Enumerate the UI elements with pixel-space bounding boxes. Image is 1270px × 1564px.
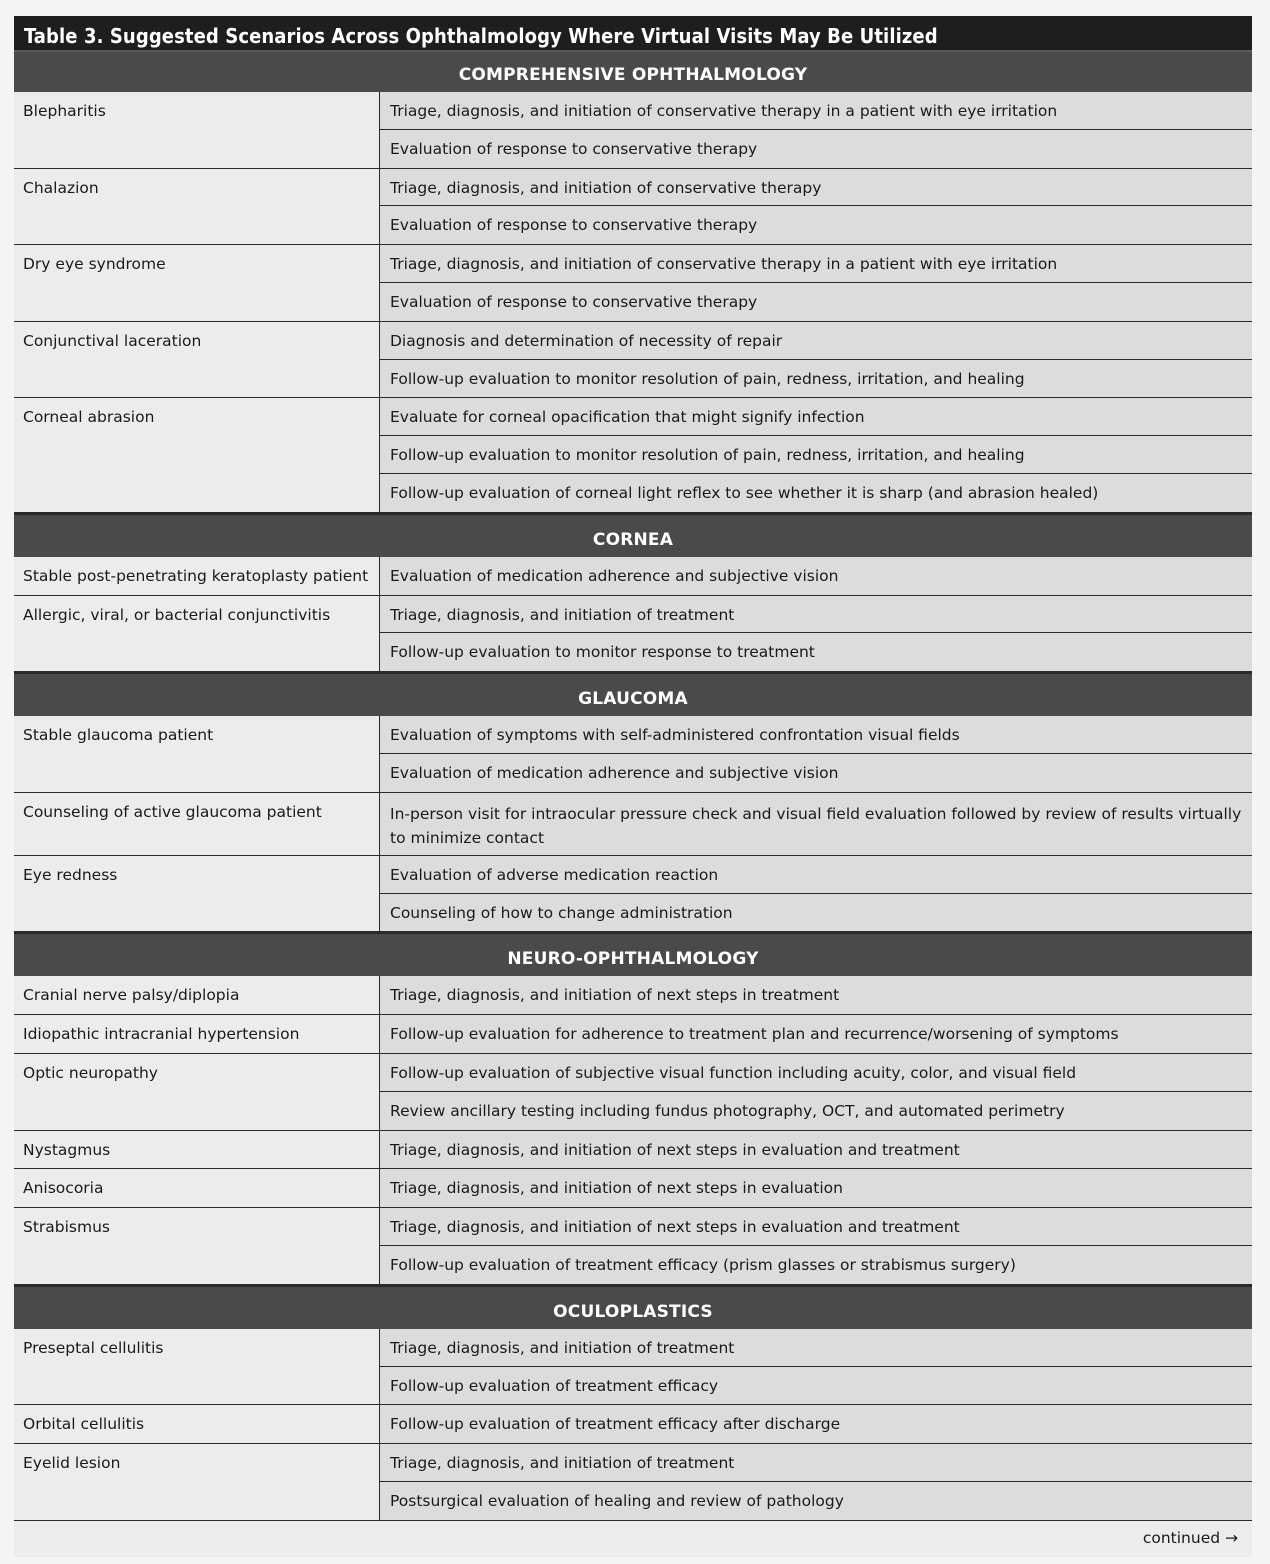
scenario-cell: Follow-up evaluation of treatment efficacy (prism glasses or strabismus surgery) [380,1246,1252,1284]
scenario-list [380,1131,1252,1169]
scenario-cell: Triage, diagnosis, and initiation of next steps in evaluation [380,1169,1252,1207]
table-row [14,976,1252,1015]
condition-cell: Eyelid lesion [14,1444,380,1520]
section-header: OCULOPLASTICS [14,1287,1252,1329]
scenario-list [380,398,1252,511]
condition-cell: Stable glaucoma patient [14,716,380,792]
table-row [14,92,1252,169]
scenario-list [380,1054,1252,1130]
scenario-list [380,856,1252,932]
scenario-cell: Follow-up evaluation to monitor resolution of pain, redness, irritation, and healing [380,436,1252,474]
condition-cell: Cranial nerve palsy/diplopia [14,976,380,1014]
scenario-cell: Follow-up evaluation to monitor response to treatment [380,633,1252,671]
table-row [14,398,1252,514]
scenario-list [380,976,1252,1014]
scenario-cell: Triage, diagnosis, and initiation of treatment [380,1444,1252,1482]
scenario-cell: Evaluation of medication adherence and subjective vision [380,754,1252,792]
scenario-cell: Triage, diagnosis, and initiation of next steps in treatment [380,976,1252,1014]
table-row [14,322,1252,399]
scenario-list [380,1015,1252,1053]
table-row [14,793,1252,856]
condition-cell: Conjunctival laceration [14,322,380,398]
table-body [14,52,1252,1521]
scenario-cell: Evaluate for corneal opacification that might signify infection [380,398,1252,436]
condition-cell: Allergic, viral, or bacterial conjunctivitis [14,596,380,672]
scenario-cell: Follow-up evaluation of corneal light reflex to see whether it is sharp (and abrasion healed) [380,474,1252,512]
table-title: Table 3. Suggested Scenarios Across Ophthalmology Where Virtual Visits May Be Utilized [14,16,1252,52]
scenario-list [380,169,1252,245]
scenario-list [380,557,1252,595]
scenario-cell: Follow-up evaluation of treatment efficacy after discharge [380,1405,1252,1443]
continued-label: continued → [14,1521,1252,1557]
table-row [14,557,1252,596]
condition-cell: Dry eye syndrome [14,245,380,321]
condition-cell: Corneal abrasion [14,398,380,511]
condition-cell: Anisocoria [14,1169,380,1207]
table-row [14,1015,1252,1054]
condition-cell: Preseptal cellulitis [14,1329,380,1405]
section-header: COMPREHENSIVE OPHTHALMOLOGY [14,52,1252,92]
scenario-list [380,245,1252,321]
scenario-list [380,1208,1252,1284]
table-row [14,169,1252,246]
scenario-cell: Evaluation of medication adherence and subjective vision [380,557,1252,595]
condition-cell: Orbital cellulitis [14,1405,380,1443]
scenario-cell: Follow-up evaluation to monitor resolution of pain, redness, irritation, and healing [380,360,1252,398]
scenario-cell: Triage, diagnosis, and initiation of treatment [380,596,1252,634]
section-header: NEURO-OPHTHALMOLOGY [14,934,1252,976]
table-3 [14,16,1252,1557]
scenario-cell: Evaluation of adverse medication reaction [380,856,1252,894]
table-row [14,1169,1252,1208]
condition-cell: Stable post-penetrating keratoplasty patient [14,557,380,595]
condition-cell: Blepharitis [14,92,380,168]
scenario-cell: Triage, diagnosis, and initiation of conservative therapy in a patient with eye irritation [380,245,1252,283]
scenario-cell: Evaluation of response to conservative therapy [380,283,1252,321]
scenario-list [380,793,1252,855]
scenario-cell: Evaluation of response to conservative therapy [380,206,1252,244]
condition-cell: Chalazion [14,169,380,245]
scenario-list [380,322,1252,398]
table-row [14,1131,1252,1170]
table-row [14,1405,1252,1444]
scenario-cell: Triage, diagnosis, and initiation of treatment [380,1329,1252,1367]
scenario-cell: Counseling of how to change administration [380,894,1252,932]
scenario-cell: Evaluation of response to conservative therapy [380,130,1252,168]
table-row [14,1444,1252,1521]
scenario-cell: Follow-up evaluation of treatment efficacy [380,1367,1252,1405]
condition-cell: Nystagmus [14,1131,380,1169]
scenario-cell: In-person visit for intraocular pressure check and visual field evaluation followed by review of results virtually to minimize contact [380,793,1252,855]
scenario-list [380,1169,1252,1207]
table-row [14,596,1252,675]
scenario-list [380,92,1252,168]
scenario-cell: Triage, diagnosis, and initiation of next steps in evaluation and treatment [380,1131,1252,1169]
scenario-list [380,1329,1252,1405]
scenario-cell: Evaluation of symptoms with self-administered confrontation visual fields [380,716,1252,754]
scenario-cell: Diagnosis and determination of necessity of repair [380,322,1252,360]
condition-cell: Counseling of active glaucoma patient [14,793,380,855]
scenario-cell: Postsurgical evaluation of healing and review of pathology [380,1482,1252,1520]
scenario-cell: Triage, diagnosis, and initiation of conservative therapy [380,169,1252,207]
scenario-cell: Follow-up evaluation of subjective visual function including acuity, color, and visual field [380,1054,1252,1092]
scenario-list [380,716,1252,792]
section-header: CORNEA [14,515,1252,557]
scenario-cell: Triage, diagnosis, and initiation of conservative therapy in a patient with eye irritation [380,92,1252,130]
scenario-cell: Triage, diagnosis, and initiation of next steps in evaluation and treatment [380,1208,1252,1246]
table-row [14,1329,1252,1406]
section-header: GLAUCOMA [14,674,1252,716]
condition-cell: Eye redness [14,856,380,932]
scenario-list [380,1405,1252,1443]
condition-cell: Optic neuropathy [14,1054,380,1130]
table-row [14,716,1252,793]
scenario-cell: Review ancillary testing including fundus photography, OCT, and automated perimetry [380,1092,1252,1130]
table-row [14,1054,1252,1131]
scenario-list [380,1444,1252,1520]
condition-cell: Strabismus [14,1208,380,1284]
table-row [14,1208,1252,1287]
table-row [14,856,1252,935]
scenario-list [380,596,1252,672]
table-row [14,245,1252,322]
condition-cell: Idiopathic intracranial hypertension [14,1015,380,1053]
scenario-cell: Follow-up evaluation for adherence to treatment plan and recurrence/worsening of symptoms [380,1015,1252,1053]
